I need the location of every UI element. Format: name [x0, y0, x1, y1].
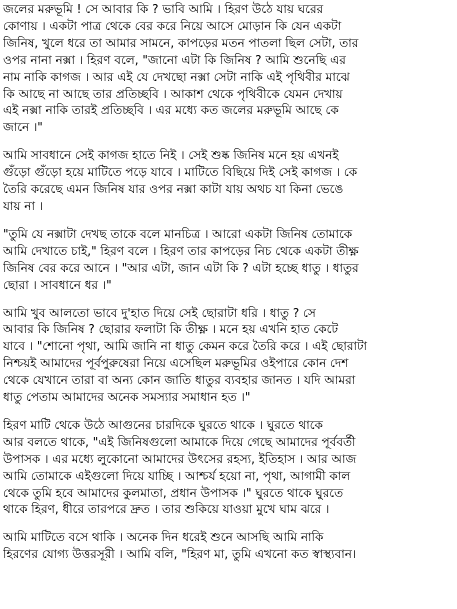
paragraph-4 [3, 305, 454, 406]
text-line: আমি খুব আলতো ভাবে দু'হাত দিয়ে সেই ছোরাটা ধরি । ধাতু ? সে [3, 305, 316, 320]
text-line: ওপর নানা নক্সা । হিরণ বলে, "জানো এটা কি জিনিষ ? আমি শুনেছি এর [3, 52, 346, 67]
text-line: আবার কি জিনিষ ? ছোরার ফলাটা কি তীক্ষ্ণ । মনে হয় এখনি হাত কেটে [3, 322, 339, 337]
text-line: এই নক্সা নাকি তারই প্রতিচ্ছবি । এর মধ্যে কত জলের মরুভূমি আছে কে [3, 103, 339, 118]
text-line: থাকে হিরণ, ধীরে তারপরে দ্রুত । তার শুকিয়ে যাওয়া মুখে ঘাম ঝরে । [3, 502, 330, 517]
text-line: উপাসক । এর মধ্যে লুকোনো আমাদের উৎসের রহস্য, ইতিহাস । আর আজ [3, 451, 357, 466]
text-line: থেকে তুমি হবে আমাদের কুলমাতা, প্রধান উপাসক ।" ঘুরতে থাকে ঘুরতে [3, 485, 344, 500]
text-line: তৈরি করেছে এমন জিনিষ যার ওপর নক্সা কাটা যায় অথচ যা কিনা ভেঙে [3, 182, 344, 197]
text-line: জিনিষ বের করে আনে । "আর এটা, জান এটা কি ? এটা হচ্ছে ধাতু । ধাতুর [3, 260, 359, 275]
text-line: গুঁড়ো গুঁড়ো হয়ে মাটিতে পড়ে যাবে । মাটিতে বিছিয়ে দিই সেই কাগজ । কে [3, 165, 358, 180]
text-line: হিরণ মাটি থেকে উঠে আগুনের চারদিকে ঘুরতে থাকে । ঘুরতে থাকে [3, 417, 323, 432]
text-line: ছোরা । সাবধানে ধর ।" [3, 277, 112, 292]
text-line: আমি দেখাতে চাই," হিরণ বলে । হিরণ তার কাপড়ের নিচ থেকে একটা তীক্ষ্ণ [3, 243, 359, 258]
paragraph-3 [3, 226, 454, 294]
text-line: থেকে যেখানে তারা বা অন্য কোন জাতি ধাতুর ব্যবহার জানত । যদি আমরা [3, 373, 356, 388]
text-line: জিনিষ, খুলে ধরে তা আমার সামনে, কাপড়ের মতন পাতলা ছিল সেটা, তার [3, 35, 359, 50]
paragraph-6 [3, 529, 454, 563]
text-line: যাবে । "শোনো পৃথা, আমি জানি না ধাতু কেমন করে তৈরি করে । এই ছোরাটা [3, 339, 367, 354]
text-line: আমি সাবধানে সেই কাগজ হাতে নিই । সেই শুষ্ক জিনিষ মনে হয় এখনই [3, 148, 339, 163]
text-line: জানে ।" [3, 120, 43, 135]
paragraph-5 [3, 417, 454, 518]
text-line: জলের মরুভূমি ! সে আবার কি ? ভাবি আমি । হিরণ উঠে যায় ঘরের [3, 2, 324, 16]
text-line: আমি তোমাকে এইগুলো দিয়ে যাচ্ছি । আশ্চর্য হয়ো না, পৃথা, আগামী কাল [3, 468, 351, 483]
text-line: যায় না । [3, 198, 44, 213]
paragraph-1 [3, 1, 454, 136]
text-line: আর বলতে থাকে, "এই জিনিষগুলো আমাকে দিয়ে গেছে আমাদের পূর্ববর্তী [3, 434, 356, 449]
text-line: "তুমি যে নক্সাটা দেখছ তাকে বলে মানচিত্র । আরো একটা জিনিষ তোমাকে [3, 226, 353, 241]
text-line: হিরণের যোগ্য উত্তরসূরী । আমি বলি, "হিরণ মা, তুমি এখনো কত স্বাস্থ্যবান। [3, 547, 357, 562]
text-line: কোণায় । একটা পাত্র থেকে বের করে নিয়ে আসে মোড়ান কি যেন একটা [3, 18, 342, 33]
text-line: ধাতু পেতাম আমাদের অনেক সমস্যার সমাধান হত ।" [3, 390, 251, 405]
text-line: কি আছে না আছে তার প্রতিচ্ছবি । আকাশ থেকে পৃথিবীকে যেমন দেখায় [3, 86, 343, 101]
text-line: নাম নাকি কাগজ । আর এই যে দেখছো নক্সা সেটা নাকি এই পৃথিবীর মাঝে [3, 69, 350, 84]
text-line: আমি মাটিতে বসে থাকি । অনেক দিন ধরেই শুনে আসছি আমি নাকি [3, 530, 324, 545]
text-line: নিশ্চয়ই আমাদের পূর্বপুরুষেরা নিয়ে এসেছিল মরুভূমির ওইপারে কোন দেশ [3, 356, 349, 371]
paragraph-2 [3, 147, 454, 215]
